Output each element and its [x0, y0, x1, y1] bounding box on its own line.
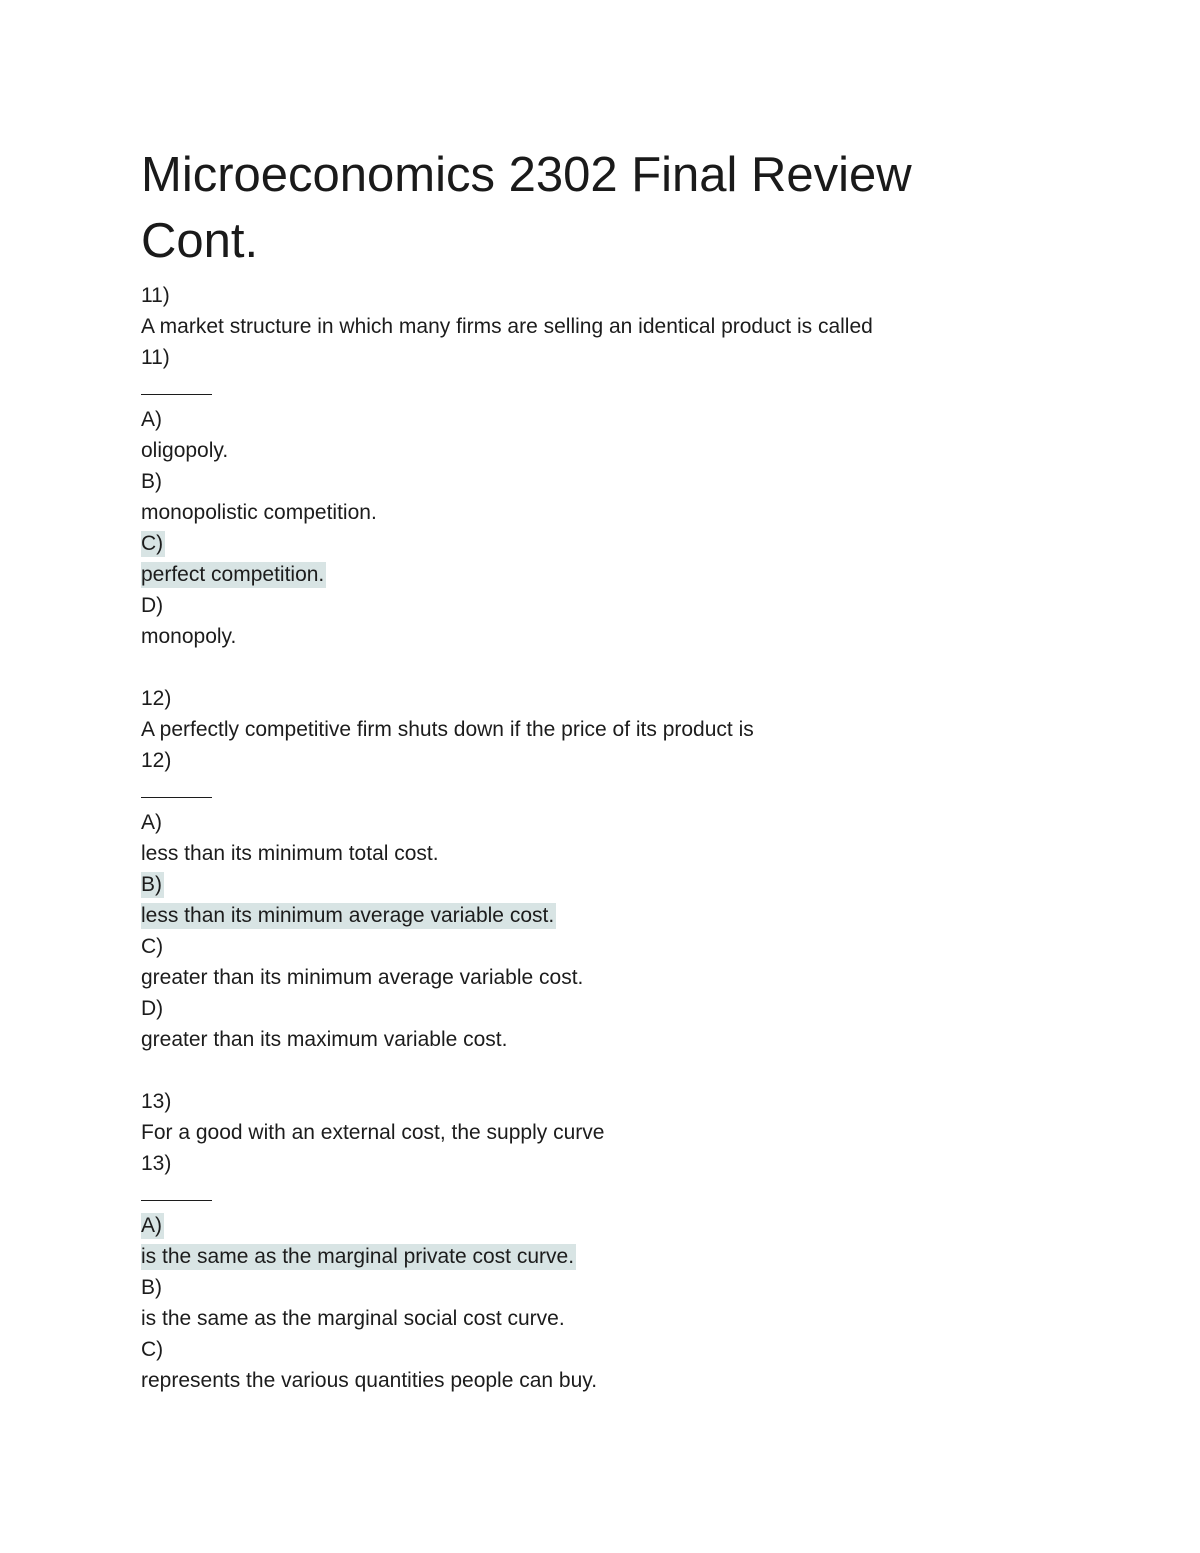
option-text: less than its minimum total cost. [141, 842, 439, 865]
question-number: 12) [141, 687, 172, 710]
option-text-highlighted: perfect competition. [141, 563, 325, 586]
answer-blank [141, 373, 1101, 404]
question-number-repeat: 11) [141, 346, 170, 369]
option-letter: D) [141, 594, 164, 617]
option-letter-highlighted: A) [141, 1214, 162, 1237]
option-letter-highlighted: B) [141, 873, 162, 896]
question-number: 11) [141, 284, 170, 307]
option-text: greater than its minimum average variable cost. [141, 966, 584, 989]
option-letter-highlighted: C) [141, 532, 164, 555]
answer-blank-line [141, 373, 212, 395]
question-prompt: A perfectly competitive firm shuts down if the price of its product is [141, 718, 754, 741]
option-text-highlighted: is the same as the marginal private cost curve. [141, 1245, 575, 1268]
option-letter: C) [141, 935, 164, 958]
option-text: greater than its maximum variable cost. [141, 1028, 508, 1051]
question-13 [141, 1086, 1101, 1396]
answer-blank-line [141, 776, 212, 798]
question-number: 13) [141, 1090, 172, 1113]
option-text-highlighted: less than its minimum average variable cost. [141, 904, 555, 927]
option-text: is the same as the marginal social cost curve. [141, 1307, 565, 1330]
document-title: Microeconomics 2302 Final Review Cont. [141, 148, 912, 268]
option-text: represents the various quantities people can buy. [141, 1369, 598, 1392]
question-list [141, 280, 1101, 1427]
question-number-repeat: 12) [141, 749, 172, 772]
option-letter: A) [141, 811, 162, 834]
question-prompt: A market structure in which many firms are selling an identical product is called [141, 315, 873, 338]
option-letter: B) [141, 470, 162, 493]
answer-blank [141, 776, 1101, 807]
option-letter: D) [141, 997, 164, 1020]
option-text: oligopoly. [141, 439, 229, 462]
question-prompt: For a good with an external cost, the supply curve [141, 1121, 605, 1144]
question-11 [141, 280, 1101, 652]
question-number-repeat: 13) [141, 1152, 172, 1175]
answer-blank [141, 1179, 1101, 1210]
answer-blank-line [141, 1179, 212, 1201]
option-letter: B) [141, 1276, 162, 1299]
option-text: monopoly. [141, 625, 237, 648]
option-text: monopolistic competition. [141, 501, 377, 524]
question-12 [141, 683, 1101, 1055]
option-letter: C) [141, 1338, 164, 1361]
option-letter: A) [141, 408, 162, 431]
